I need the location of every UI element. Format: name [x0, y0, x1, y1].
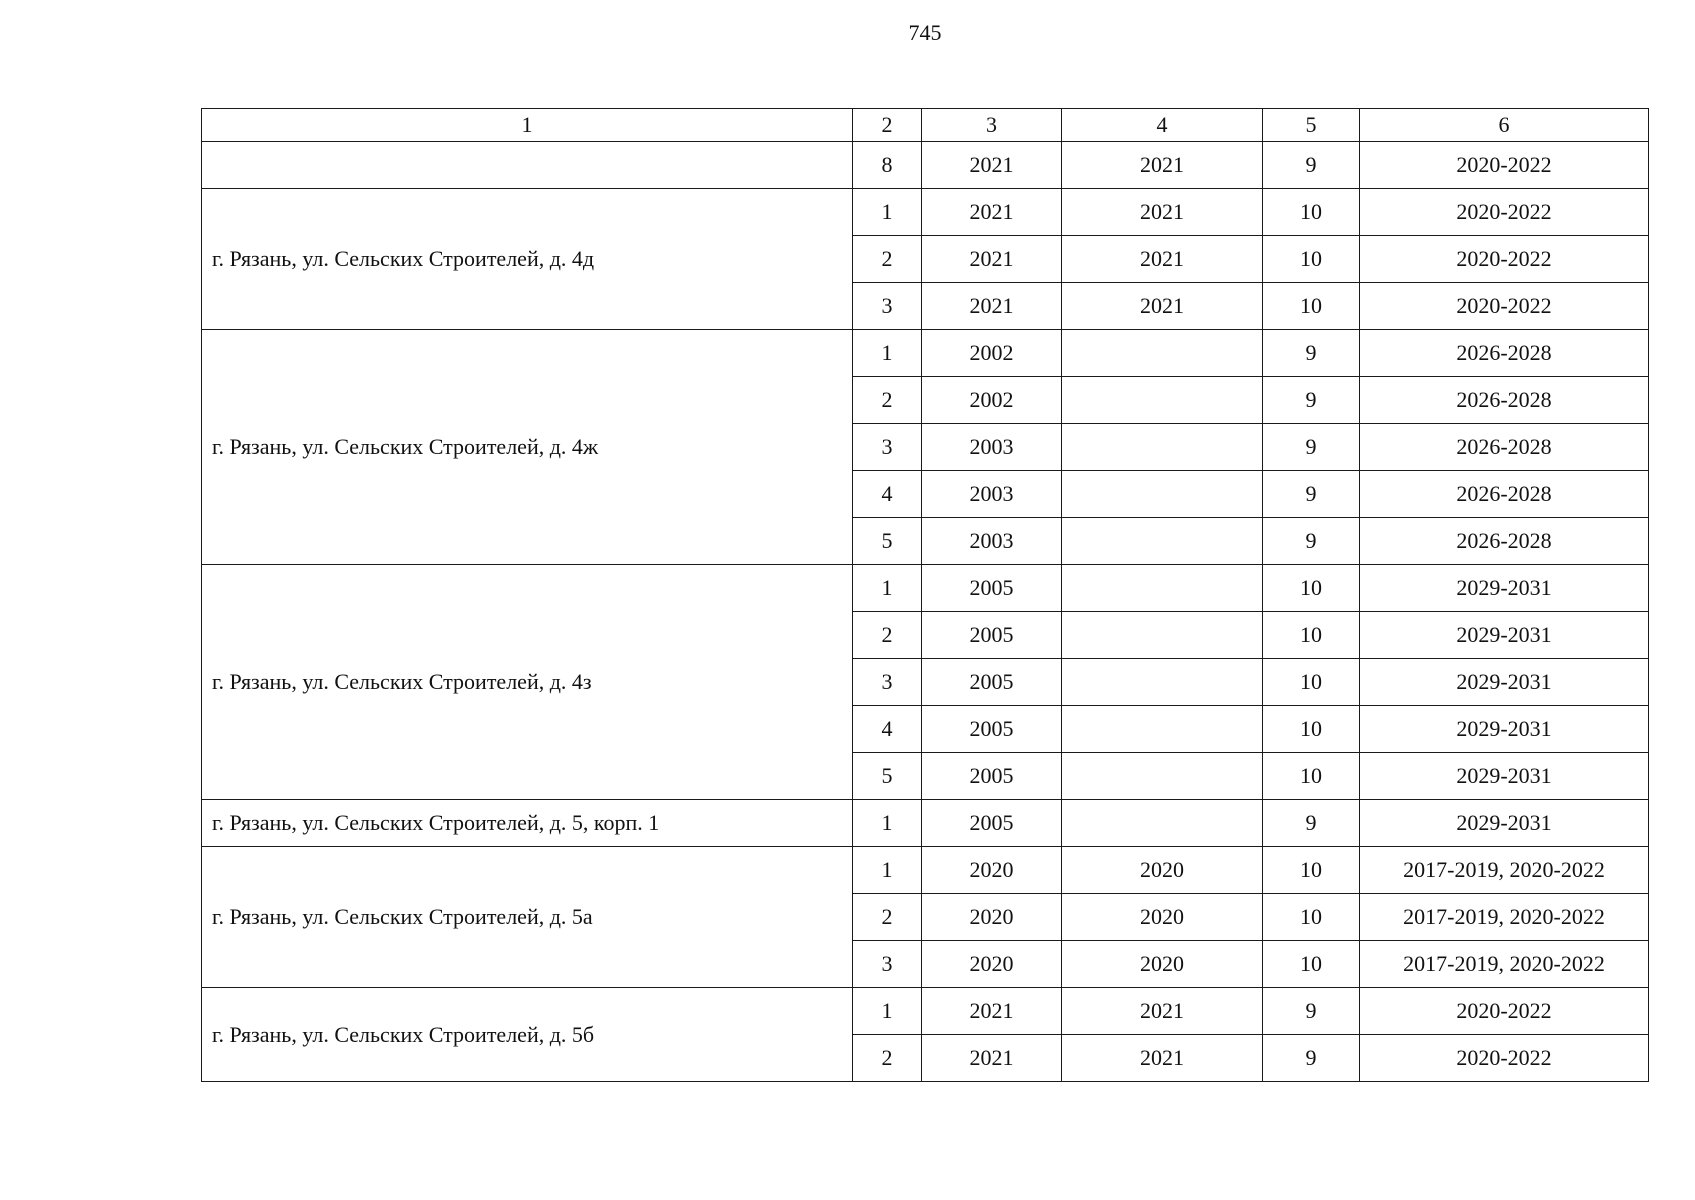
period-cell: 2020-2022: [1360, 283, 1649, 330]
header-cell: 1: [202, 109, 853, 142]
floors-cell: 9: [1263, 471, 1360, 518]
entrance-number-cell: 4: [853, 471, 922, 518]
period-cell: 2026-2028: [1360, 330, 1649, 377]
year-built-cell: 2005: [922, 753, 1062, 800]
year-cell: 2021: [1062, 283, 1263, 330]
floors-cell: 10: [1263, 236, 1360, 283]
year-built-cell: 2021: [922, 988, 1062, 1035]
year-cell: [1062, 659, 1263, 706]
period-cell: 2029-2031: [1360, 753, 1649, 800]
address-cell: г. Рязань, ул. Сельских Строителей, д. 5а: [202, 847, 853, 988]
period-cell: 2029-2031: [1360, 800, 1649, 847]
address-cell: [202, 142, 853, 189]
year-built-cell: 2021: [922, 1035, 1062, 1082]
floors-cell: 9: [1263, 142, 1360, 189]
entrance-number-cell: 1: [853, 847, 922, 894]
header-cell: 4: [1062, 109, 1263, 142]
year-built-cell: 2003: [922, 518, 1062, 565]
year-cell: [1062, 800, 1263, 847]
floors-cell: 9: [1263, 800, 1360, 847]
year-cell: [1062, 330, 1263, 377]
table-row: [202, 800, 1649, 847]
entrance-number-cell: 1: [853, 189, 922, 236]
floors-cell: 9: [1263, 330, 1360, 377]
period-cell: 2026-2028: [1360, 424, 1649, 471]
year-cell: 2021: [1062, 1035, 1263, 1082]
floors-cell: 9: [1263, 518, 1360, 565]
entrance-number-cell: 5: [853, 518, 922, 565]
year-cell: 2020: [1062, 941, 1263, 988]
floors-cell: 10: [1263, 753, 1360, 800]
entrance-number-cell: 3: [853, 424, 922, 471]
floors-cell: 10: [1263, 283, 1360, 330]
floors-cell: 10: [1263, 941, 1360, 988]
floors-cell: 10: [1263, 847, 1360, 894]
entrance-number-cell: 1: [853, 565, 922, 612]
year-built-cell: 2020: [922, 941, 1062, 988]
floors-cell: 10: [1263, 706, 1360, 753]
period-cell: 2017-2019, 2020-2022: [1360, 941, 1649, 988]
period-cell: 2029-2031: [1360, 706, 1649, 753]
year-cell: [1062, 753, 1263, 800]
year-built-cell: 2002: [922, 330, 1062, 377]
year-built-cell: 2020: [922, 894, 1062, 941]
floors-cell: 9: [1263, 377, 1360, 424]
header-cell: 3: [922, 109, 1062, 142]
period-cell: 2029-2031: [1360, 659, 1649, 706]
address-cell: г. Рязань, ул. Сельских Строителей, д. 5б: [202, 988, 853, 1082]
period-cell: 2026-2028: [1360, 471, 1649, 518]
table-row: [202, 565, 1649, 612]
address-cell: г. Рязань, ул. Сельских Строителей, д. 4ж: [202, 330, 853, 565]
year-cell: [1062, 424, 1263, 471]
year-built-cell: 2021: [922, 236, 1062, 283]
year-cell: 2021: [1062, 189, 1263, 236]
year-cell: 2020: [1062, 894, 1263, 941]
table-row: [202, 988, 1649, 1035]
entrance-number-cell: 2: [853, 894, 922, 941]
floors-cell: 10: [1263, 189, 1360, 236]
year-cell: [1062, 706, 1263, 753]
year-cell: 2020: [1062, 847, 1263, 894]
address-cell: г. Рязань, ул. Сельских Строителей, д. 4д: [202, 189, 853, 330]
entrance-number-cell: 3: [853, 659, 922, 706]
period-cell: 2026-2028: [1360, 377, 1649, 424]
year-built-cell: 2021: [922, 283, 1062, 330]
period-cell: 2029-2031: [1360, 565, 1649, 612]
period-cell: 2017-2019, 2020-2022: [1360, 847, 1649, 894]
floors-cell: 9: [1263, 1035, 1360, 1082]
year-cell: [1062, 518, 1263, 565]
entrance-number-cell: 1: [853, 800, 922, 847]
period-cell: 2020-2022: [1360, 142, 1649, 189]
period-cell: 2020-2022: [1360, 988, 1649, 1035]
header-cell: 5: [1263, 109, 1360, 142]
entrance-number-cell: 2: [853, 612, 922, 659]
address-cell: г. Рязань, ул. Сельских Строителей, д. 5, корп. 1: [202, 800, 853, 847]
year-built-cell: 2003: [922, 424, 1062, 471]
year-built-cell: 2003: [922, 471, 1062, 518]
year-cell: [1062, 612, 1263, 659]
entrance-number-cell: 8: [853, 142, 922, 189]
floors-cell: 10: [1263, 565, 1360, 612]
period-cell: 2017-2019, 2020-2022: [1360, 894, 1649, 941]
header-cell: 6: [1360, 109, 1649, 142]
entrance-number-cell: 1: [853, 988, 922, 1035]
header-row: [202, 109, 1649, 142]
year-cell: [1062, 565, 1263, 612]
year-built-cell: 2020: [922, 847, 1062, 894]
entrance-number-cell: 2: [853, 377, 922, 424]
entrance-number-cell: 1: [853, 330, 922, 377]
period-cell: 2029-2031: [1360, 612, 1649, 659]
floors-cell: 9: [1263, 424, 1360, 471]
floors-cell: 10: [1263, 659, 1360, 706]
floors-cell: 10: [1263, 894, 1360, 941]
year-built-cell: 2005: [922, 565, 1062, 612]
year-cell: 2021: [1062, 236, 1263, 283]
entrance-number-cell: 2: [853, 1035, 922, 1082]
entrance-number-cell: 2: [853, 236, 922, 283]
entrance-number-cell: 5: [853, 753, 922, 800]
year-cell: 2021: [1062, 142, 1263, 189]
year-cell: [1062, 377, 1263, 424]
table-row: [202, 330, 1649, 377]
entrance-number-cell: 3: [853, 283, 922, 330]
year-built-cell: 2005: [922, 659, 1062, 706]
year-cell: 2021: [1062, 988, 1263, 1035]
address-cell: г. Рязань, ул. Сельских Строителей, д. 4з: [202, 565, 853, 800]
page-number: 745: [908, 20, 942, 45]
year-built-cell: 2021: [922, 189, 1062, 236]
period-cell: 2020-2022: [1360, 236, 1649, 283]
year-cell: [1062, 471, 1263, 518]
year-built-cell: 2005: [922, 800, 1062, 847]
year-built-cell: 2005: [922, 612, 1062, 659]
table-row: [202, 189, 1649, 236]
period-cell: 2026-2028: [1360, 518, 1649, 565]
floors-cell: 9: [1263, 988, 1360, 1035]
period-cell: 2020-2022: [1360, 1035, 1649, 1082]
entrance-number-cell: 4: [853, 706, 922, 753]
entrance-number-cell: 3: [853, 941, 922, 988]
header-cell: 2: [853, 109, 922, 142]
period-cell: 2020-2022: [1360, 189, 1649, 236]
year-built-cell: 2002: [922, 377, 1062, 424]
table-row: [202, 847, 1649, 894]
housing-table: [201, 108, 1649, 1082]
year-built-cell: 2021: [922, 142, 1062, 189]
table-row: [202, 142, 1649, 189]
year-built-cell: 2005: [922, 706, 1062, 753]
floors-cell: 10: [1263, 612, 1360, 659]
